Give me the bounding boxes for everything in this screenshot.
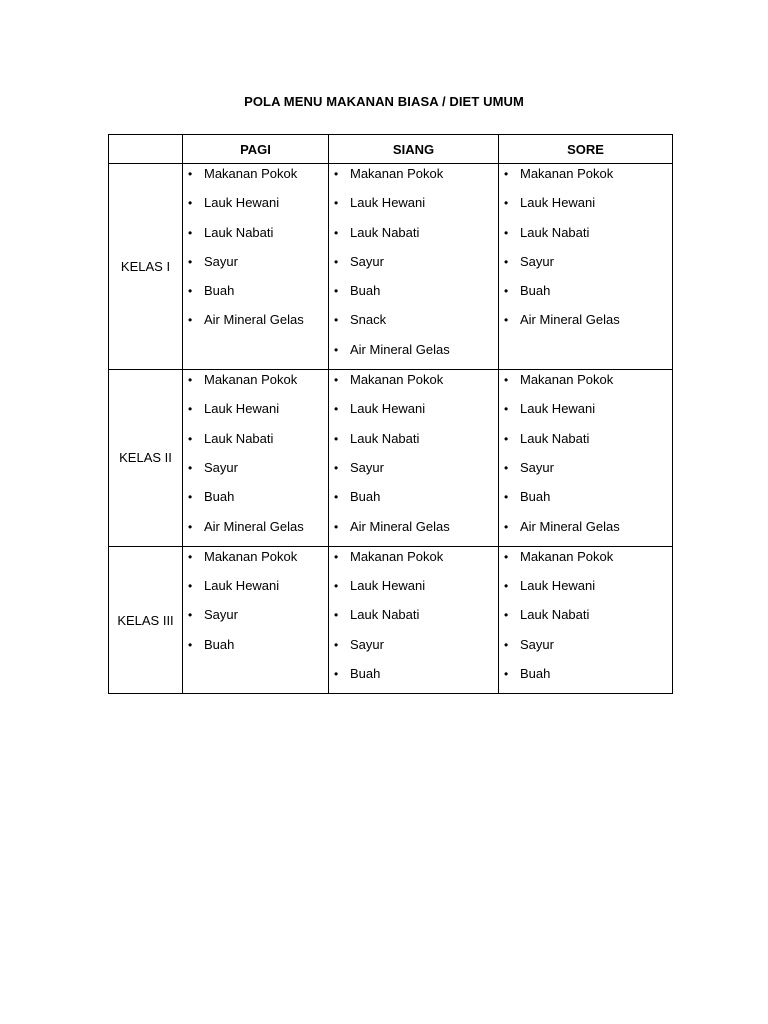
list-item bbox=[499, 164, 672, 193]
bullet-icon: • bbox=[504, 667, 509, 682]
list-item-label: Buah bbox=[520, 283, 551, 299]
bullet-icon: • bbox=[188, 373, 193, 388]
list-item-label: Air Mineral Gelas bbox=[350, 341, 450, 357]
list-item bbox=[499, 223, 672, 252]
list-item bbox=[329, 193, 498, 222]
bullet-icon: • bbox=[504, 637, 509, 652]
bullet-icon: • bbox=[334, 373, 339, 388]
bullet-icon: • bbox=[334, 519, 339, 534]
bullet-icon: • bbox=[504, 579, 509, 594]
list-item-label: Makanan Pokok bbox=[350, 372, 444, 388]
bullet-icon: • bbox=[504, 225, 509, 240]
menu-cell-pagi bbox=[183, 164, 329, 370]
bullet-icon: • bbox=[334, 667, 339, 682]
list-item-label: Makanan Pokok bbox=[520, 372, 614, 388]
list-item-label: Snack bbox=[350, 312, 387, 328]
table-row bbox=[109, 546, 673, 693]
list-item bbox=[499, 193, 672, 222]
list-item-label: Buah bbox=[520, 489, 551, 505]
list-item bbox=[329, 164, 498, 193]
list-item bbox=[329, 252, 498, 281]
bullet-icon: • bbox=[188, 549, 193, 564]
list-item bbox=[329, 429, 498, 458]
list-item bbox=[183, 487, 328, 516]
list-item-label: Lauk Hewani bbox=[350, 578, 426, 594]
list-item bbox=[499, 281, 672, 310]
list-item bbox=[329, 281, 498, 310]
list-item-label: Lauk Hewani bbox=[350, 401, 426, 417]
bullet-icon: • bbox=[188, 167, 193, 181]
list-item bbox=[499, 370, 672, 399]
bullet-icon: • bbox=[188, 579, 193, 594]
list-item-label: Lauk Nabati bbox=[204, 224, 274, 240]
list-item-label: Sayur bbox=[204, 607, 238, 623]
list-item-label: Buah bbox=[520, 666, 551, 682]
list-item-label: Sayur bbox=[520, 636, 554, 652]
bullet-icon: • bbox=[188, 608, 193, 623]
table-row bbox=[109, 370, 673, 547]
list-item-label: Buah bbox=[204, 489, 235, 505]
bullet-icon: • bbox=[334, 254, 339, 269]
menu-item-list bbox=[499, 370, 672, 546]
list-item bbox=[183, 370, 328, 399]
menu-cell-siang bbox=[329, 164, 499, 370]
list-item-label: Buah bbox=[350, 489, 381, 505]
bullet-icon: • bbox=[504, 313, 509, 328]
bullet-icon: • bbox=[188, 460, 193, 475]
list-item bbox=[329, 517, 498, 546]
menu-item-list bbox=[183, 370, 328, 546]
bullet-icon: • bbox=[188, 490, 193, 505]
menu-item-list bbox=[183, 164, 328, 340]
class-label-cell: KELAS III bbox=[109, 546, 183, 693]
list-item bbox=[329, 487, 498, 516]
list-item-label: Air Mineral Gelas bbox=[520, 312, 620, 328]
list-item bbox=[499, 252, 672, 281]
list-item-label: Lauk Nabati bbox=[520, 224, 590, 240]
list-item-label: Lauk Hewani bbox=[520, 195, 596, 211]
list-item bbox=[183, 193, 328, 222]
list-item bbox=[183, 458, 328, 487]
list-item-label: Lauk Hewani bbox=[520, 578, 596, 594]
menu-item-list bbox=[329, 164, 498, 369]
menu-cell-pagi bbox=[183, 370, 329, 547]
list-item bbox=[329, 370, 498, 399]
list-item bbox=[183, 164, 328, 193]
header-cell-siang: SIANG bbox=[329, 135, 499, 164]
bullet-icon: • bbox=[188, 254, 193, 269]
bullet-icon: • bbox=[334, 313, 339, 328]
list-item bbox=[183, 281, 328, 310]
list-item-label: Sayur bbox=[204, 459, 238, 475]
bullet-icon: • bbox=[188, 196, 193, 211]
bullet-icon: • bbox=[504, 284, 509, 299]
list-item-label: Lauk Nabati bbox=[350, 224, 420, 240]
list-item bbox=[329, 340, 498, 369]
bullet-icon: • bbox=[334, 549, 339, 564]
bullet-icon: • bbox=[334, 579, 339, 594]
list-item bbox=[329, 576, 498, 605]
menu-cell-siang bbox=[329, 370, 499, 547]
list-item-label: Lauk Hewani bbox=[350, 195, 426, 211]
bullet-icon: • bbox=[504, 608, 509, 623]
document-title: POLA MENU MAKANAN BIASA / DIET UMUM bbox=[244, 94, 524, 109]
list-item-label: Lauk Nabati bbox=[350, 607, 420, 623]
menu-item-list bbox=[499, 164, 672, 340]
list-item-label: Buah bbox=[204, 283, 235, 299]
bullet-icon: • bbox=[188, 284, 193, 299]
list-item-label: Buah bbox=[350, 283, 381, 299]
bullet-icon: • bbox=[334, 402, 339, 417]
list-item bbox=[329, 605, 498, 634]
list-item-label: Makanan Pokok bbox=[204, 166, 298, 181]
list-item-label: Makanan Pokok bbox=[204, 548, 298, 564]
list-item bbox=[183, 252, 328, 281]
list-item bbox=[329, 458, 498, 487]
list-item bbox=[329, 399, 498, 428]
bullet-icon: • bbox=[504, 431, 509, 446]
list-item bbox=[183, 605, 328, 634]
list-item bbox=[499, 635, 672, 664]
list-item-label: Makanan Pokok bbox=[350, 166, 444, 181]
list-item-label: Buah bbox=[204, 636, 235, 652]
list-item-label: Makanan Pokok bbox=[204, 372, 298, 388]
list-item-label: Air Mineral Gelas bbox=[204, 518, 304, 534]
list-item-label: Air Mineral Gelas bbox=[520, 518, 620, 534]
bullet-icon: • bbox=[334, 490, 339, 505]
list-item-label: Lauk Hewani bbox=[204, 195, 280, 211]
bullet-icon: • bbox=[188, 313, 193, 328]
list-item-label: Lauk Nabati bbox=[204, 430, 274, 446]
list-item bbox=[183, 635, 328, 664]
bullet-icon: • bbox=[188, 431, 193, 446]
list-item bbox=[499, 664, 672, 693]
bullet-icon: • bbox=[504, 167, 509, 181]
list-item-label: Sayur bbox=[520, 459, 554, 475]
list-item-label: Lauk Nabati bbox=[520, 430, 590, 446]
menu-table-body bbox=[109, 164, 673, 694]
menu-cell-sore bbox=[499, 546, 673, 693]
list-item bbox=[499, 517, 672, 546]
bullet-icon: • bbox=[188, 519, 193, 534]
list-item-label: Makanan Pokok bbox=[520, 166, 614, 181]
list-item-label: Air Mineral Gelas bbox=[350, 518, 450, 534]
bullet-icon: • bbox=[334, 342, 339, 357]
list-item-label: Lauk Hewani bbox=[520, 401, 596, 417]
list-item bbox=[329, 635, 498, 664]
bullet-icon: • bbox=[334, 608, 339, 623]
list-item bbox=[329, 310, 498, 339]
bullet-icon: • bbox=[504, 549, 509, 564]
bullet-icon: • bbox=[188, 402, 193, 417]
table-row bbox=[109, 164, 673, 370]
list-item-label: Air Mineral Gelas bbox=[204, 312, 304, 328]
header-cell-pagi: PAGI bbox=[183, 135, 329, 164]
bullet-icon: • bbox=[504, 490, 509, 505]
list-item bbox=[499, 310, 672, 339]
bullet-icon: • bbox=[504, 254, 509, 269]
list-item bbox=[329, 547, 498, 576]
bullet-icon: • bbox=[504, 196, 509, 211]
list-item-label: Sayur bbox=[350, 253, 384, 269]
bullet-icon: • bbox=[334, 167, 339, 181]
list-item bbox=[183, 223, 328, 252]
list-item-label: Lauk Nabati bbox=[350, 430, 420, 446]
list-item bbox=[499, 605, 672, 634]
list-item-label: Makanan Pokok bbox=[350, 548, 444, 564]
bullet-icon: • bbox=[188, 225, 193, 240]
menu-cell-pagi bbox=[183, 546, 329, 693]
list-item bbox=[499, 399, 672, 428]
menu-cell-siang bbox=[329, 546, 499, 693]
bullet-icon: • bbox=[504, 402, 509, 417]
menu-item-list bbox=[329, 370, 498, 546]
list-item bbox=[499, 458, 672, 487]
bullet-icon: • bbox=[504, 519, 509, 534]
menu-item-list bbox=[499, 547, 672, 693]
list-item-label: Lauk Nabati bbox=[520, 607, 590, 623]
list-item bbox=[499, 429, 672, 458]
bullet-icon: • bbox=[334, 431, 339, 446]
header-cell-empty bbox=[109, 135, 183, 164]
list-item bbox=[183, 517, 328, 546]
bullet-icon: • bbox=[504, 460, 509, 475]
list-item-label: Makanan Pokok bbox=[520, 548, 614, 564]
list-item bbox=[183, 310, 328, 339]
bullet-icon: • bbox=[334, 460, 339, 475]
bullet-icon: • bbox=[334, 225, 339, 240]
bullet-icon: • bbox=[334, 284, 339, 299]
list-item bbox=[499, 547, 672, 576]
class-label-cell: KELAS II bbox=[109, 370, 183, 547]
list-item bbox=[329, 664, 498, 693]
bullet-icon: • bbox=[504, 373, 509, 388]
bullet-icon: • bbox=[334, 196, 339, 211]
list-item bbox=[499, 576, 672, 605]
header-row bbox=[109, 135, 673, 164]
list-item bbox=[183, 399, 328, 428]
list-item-label: Sayur bbox=[204, 253, 238, 269]
list-item bbox=[183, 576, 328, 605]
list-item bbox=[499, 487, 672, 516]
list-item-label: Sayur bbox=[520, 253, 554, 269]
bullet-icon: • bbox=[188, 637, 193, 652]
menu-item-list bbox=[183, 547, 328, 664]
class-label-cell: KELAS I bbox=[109, 164, 183, 370]
list-item-label: Sayur bbox=[350, 636, 384, 652]
menu-table bbox=[108, 134, 673, 694]
header-cell-sore: SORE bbox=[499, 135, 673, 164]
list-item-label: Buah bbox=[350, 666, 381, 682]
list-item-label: Sayur bbox=[350, 459, 384, 475]
bullet-icon: • bbox=[334, 637, 339, 652]
list-item bbox=[183, 429, 328, 458]
menu-item-list bbox=[329, 547, 498, 693]
menu-cell-sore bbox=[499, 164, 673, 370]
list-item bbox=[329, 223, 498, 252]
list-item-label: Lauk Hewani bbox=[204, 578, 280, 594]
list-item-label: Lauk Hewani bbox=[204, 401, 280, 417]
list-item bbox=[183, 547, 328, 576]
menu-cell-sore bbox=[499, 370, 673, 547]
